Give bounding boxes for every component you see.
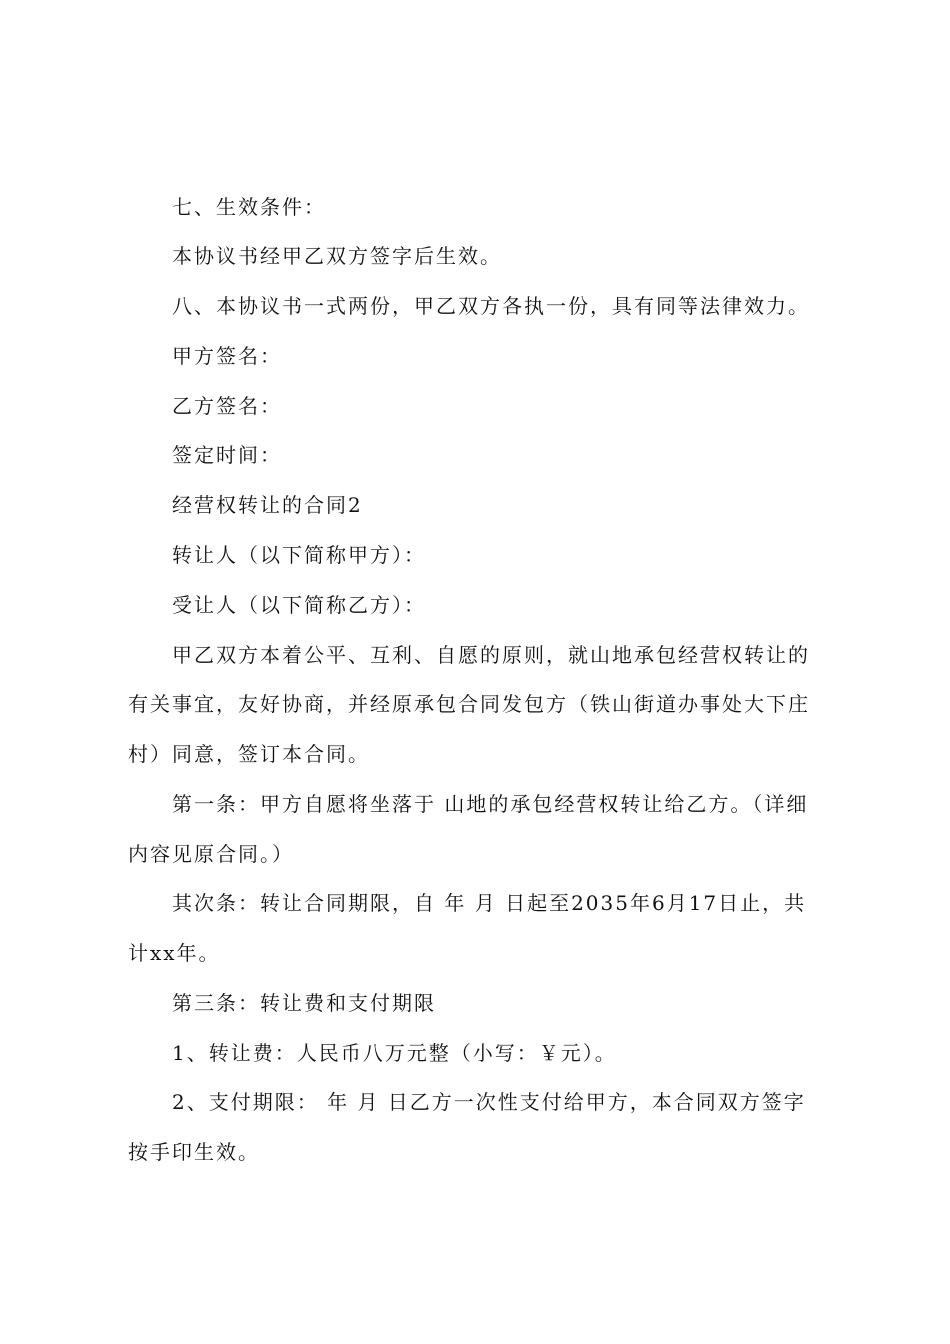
transferor-label: 转让人（以下简称甲方）： bbox=[172, 543, 426, 567]
signing-date-label: 签定时间： bbox=[172, 443, 282, 467]
section-8-clause: 八、本协议书一式两份，甲乙双方各执一份，具有同等法律效力。 bbox=[172, 294, 810, 318]
preamble-line-1: 甲乙双方本着公平、互利、自愿的原则，就山地承包经营权转让的 bbox=[172, 643, 810, 667]
article-3-item-2-line-1: 2、支付期限： 年 月 日乙方一次性支付给甲方，本合同双方签字 bbox=[172, 1090, 806, 1114]
contract-2-title: 经营权转让的合同2 bbox=[172, 493, 363, 517]
article-1-line-2: 内容见原合同。） bbox=[128, 842, 294, 866]
preamble-line-3: 村）同意，签订本合同。 bbox=[128, 742, 370, 766]
article-2-line-1: 其次条：转让合同期限，自 年 月 日起至2035年6月17日止，共 bbox=[172, 891, 807, 915]
article-1-line-1: 第一条：甲方自愿将坐落于 山地的承包经营权转让给乙方。（详细 bbox=[172, 792, 809, 816]
article-3-item-2-line-2: 按手印生效。 bbox=[128, 1140, 260, 1164]
preamble-line-2: 有关事宜，友好协商，并经原承包合同发包方（铁山街道办事处大下庄 bbox=[128, 692, 810, 716]
effective-clause: 本协议书经甲乙双方签字后生效。 bbox=[172, 244, 502, 268]
article-3-item-1: 1、转让费：人民币八万元整（小写：￥元）。 bbox=[172, 1041, 617, 1065]
article-2-line-2: 计xx年。 bbox=[128, 941, 221, 965]
party-a-signature-label: 甲方签名： bbox=[172, 344, 282, 368]
party-b-signature-label: 乙方签名： bbox=[172, 394, 282, 418]
article-3-heading: 第三条：转让费和支付期限 bbox=[172, 991, 436, 1015]
transferee-label: 受让人（以下简称乙方）： bbox=[172, 593, 426, 617]
section-7-heading: 七、生效条件： bbox=[172, 195, 326, 219]
